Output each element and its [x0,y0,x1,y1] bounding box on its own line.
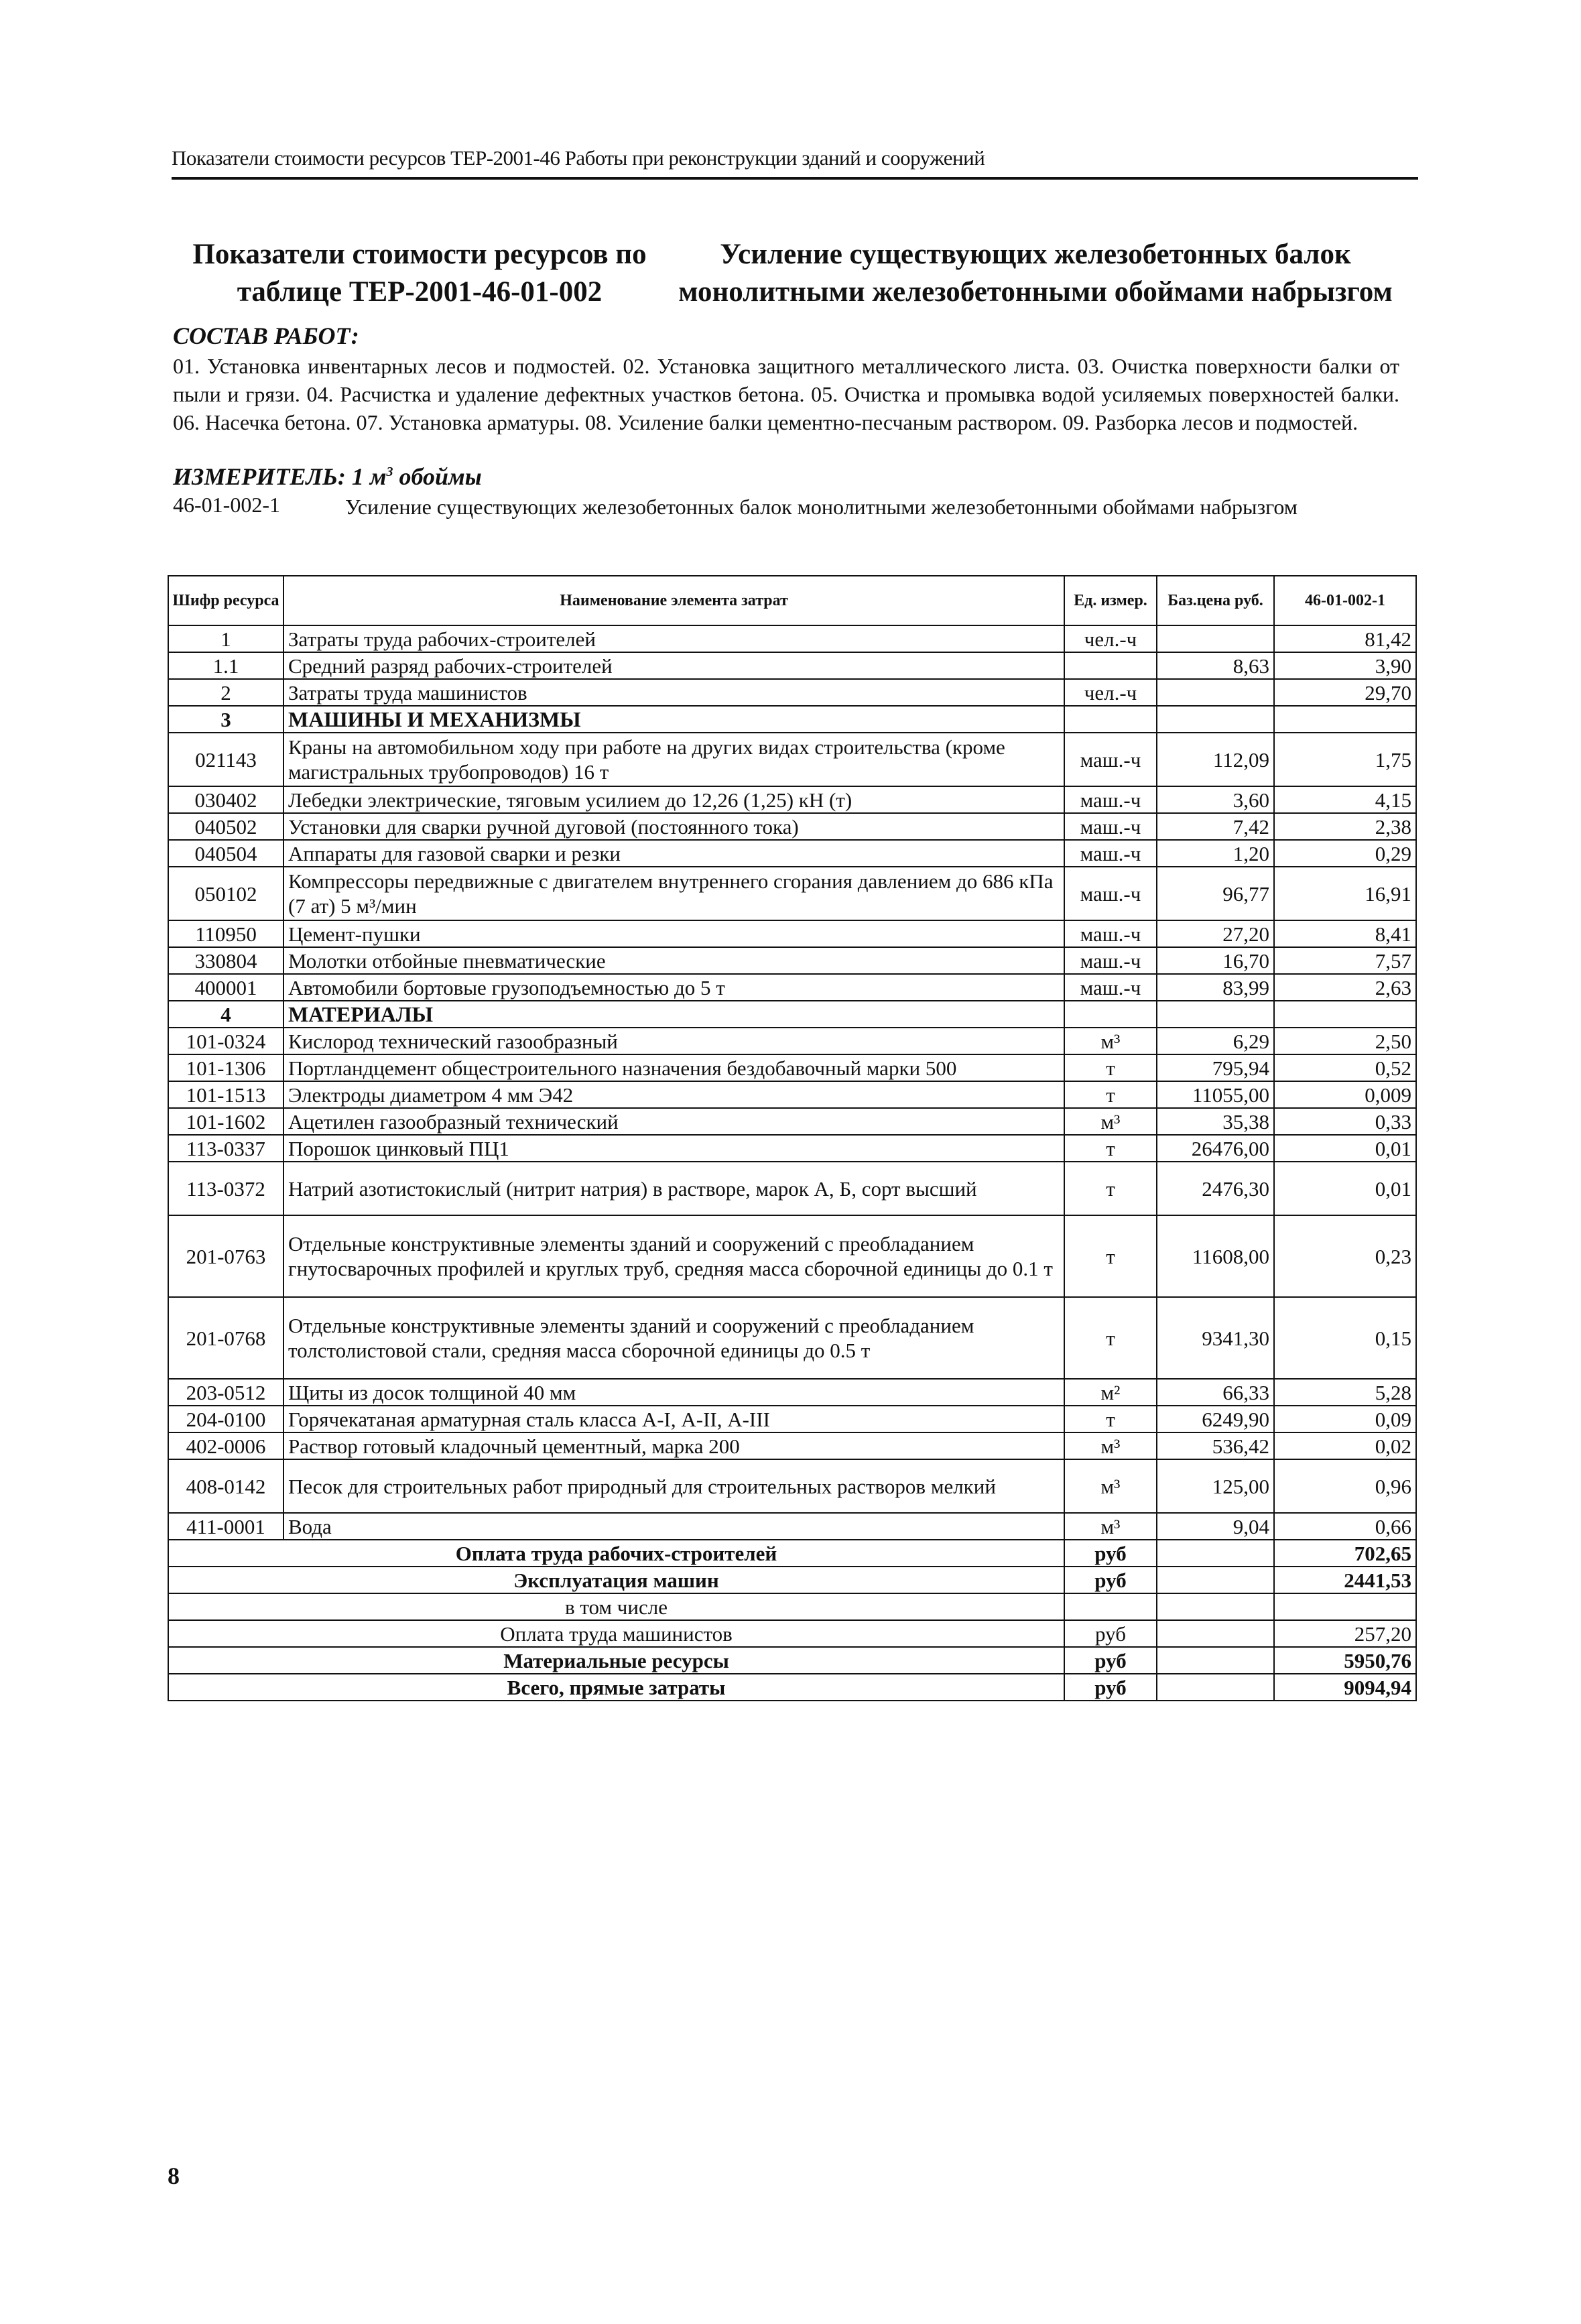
header-name: Наименование элемента затрат [283,576,1064,625]
summary-unit: руб [1064,1674,1157,1701]
table-row [168,920,1416,947]
resource-price: 3,60 [1157,786,1274,813]
resource-name: Установки для сварки ручной дуговой (постоянного тока) [283,813,1064,840]
resource-qty: 0,52 [1274,1054,1416,1081]
resource-qty: 2,38 [1274,813,1416,840]
meter [173,463,482,491]
resource-unit: маш.-ч [1064,920,1157,947]
resource-price: 26476,00 [1157,1135,1274,1162]
table-row [168,733,1416,786]
resource-name: Компрессоры передвижные с двигателем внутреннего сгорания давлением до 686 кПа (7 ат) 5 м³/мин [283,867,1064,920]
table-row [168,1162,1416,1215]
resource-unit: маш.-ч [1064,840,1157,867]
resource-code: 201-0763 [168,1215,283,1297]
resource-code: 040504 [168,840,283,867]
resource-name: Затраты труда рабочих-строителей [283,625,1064,652]
resource-unit: м³ [1064,1028,1157,1054]
resource-code: 101-1602 [168,1108,283,1135]
resource-unit: чел.-ч [1064,625,1157,652]
resource-code: 4 [168,1001,283,1028]
resource-qty: 0,33 [1274,1108,1416,1135]
table-row [168,1379,1416,1406]
resource-name: Краны на автомобильном ходу при работе на других видах строительства (кроме магистральных трубопроводов) 16 т [283,733,1064,786]
resource-name: Песок для строительных работ природный для строительных растворов мелкий [283,1459,1064,1513]
resource-qty: 16,91 [1274,867,1416,920]
summary-price-empty [1157,1593,1274,1620]
summary-unit: руб [1064,1620,1157,1647]
table-row [168,840,1416,867]
resource-name: Электроды диаметром 4 мм Э42 [283,1081,1064,1108]
summary-name: в том числе [168,1593,1064,1620]
summary-unit [1064,1593,1157,1620]
table-body [168,625,1416,1701]
resource-name: Цемент-пушки [283,920,1064,947]
resource-price: 16,70 [1157,947,1274,974]
table-row [168,1297,1416,1379]
table-row [168,1028,1416,1054]
resource-name: Порошок цинковый ПЦ1 [283,1135,1064,1162]
resource-price: 27,20 [1157,920,1274,947]
resource-unit: м³ [1064,1513,1157,1540]
resource-qty: 8,41 [1274,920,1416,947]
resource-name: МАШИНЫ И МЕХАНИЗМЫ [283,706,1064,733]
summary-row [168,1567,1416,1593]
resource-name: Вода [283,1513,1064,1540]
title-right: Усиление существующих железобетонных балок монолитными железобетонными обоймами набрызгом [678,239,1393,308]
resource-code: 203-0512 [168,1379,283,1406]
resource-code: 201-0768 [168,1297,283,1379]
resource-price: 2476,30 [1157,1162,1274,1215]
summary-qty [1274,1593,1416,1620]
resource-name: Раствор готовый кладочный цементный, марка 200 [283,1432,1064,1459]
resource-unit [1064,1001,1157,1028]
resource-unit: т [1064,1054,1157,1081]
table-code: 46-01-002-1 [173,493,280,517]
table-row [168,867,1416,920]
resource-code: 110950 [168,920,283,947]
resource-unit: маш.-ч [1064,813,1157,840]
table-row [168,1406,1416,1432]
resource-price: 536,42 [1157,1432,1274,1459]
resource-unit: маш.-ч [1064,867,1157,920]
resource-unit: т [1064,1135,1157,1162]
resource-qty: 2,50 [1274,1028,1416,1054]
summary-unit: руб [1064,1540,1157,1567]
resource-code: 2 [168,679,283,706]
summary-name: Эксплуатация машин [168,1567,1064,1593]
resource-qty: 2,63 [1274,974,1416,1001]
resource-table [168,575,1417,1701]
resource-unit: т [1064,1297,1157,1379]
summary-row [168,1647,1416,1674]
resource-unit: маш.-ч [1064,786,1157,813]
table-row [168,1135,1416,1162]
resource-price [1157,679,1274,706]
resource-price: 7,42 [1157,813,1274,840]
header-qty: 46-01-002-1 [1274,576,1416,625]
summary-qty: 2441,53 [1274,1567,1416,1593]
summary-row [168,1540,1416,1567]
resource-unit: маш.-ч [1064,733,1157,786]
resource-name: Горячекатаная арматурная сталь класса А-I, А-II, А-III [283,1406,1064,1432]
resource-price: 112,09 [1157,733,1274,786]
resource-qty: 0,96 [1274,1459,1416,1513]
resource-qty [1274,706,1416,733]
resource-price: 125,00 [1157,1459,1274,1513]
resource-name: Портландцемент общестроительного назначения бездобавочный марки 500 [283,1054,1064,1081]
resource-price [1157,706,1274,733]
resource-price: 83,99 [1157,974,1274,1001]
works-label: СОСТАВ РАБОТ: [173,322,359,349]
summary-row [168,1674,1416,1701]
resource-qty: 0,02 [1274,1432,1416,1459]
resource-code: 101-1306 [168,1054,283,1081]
resource-code: 030402 [168,786,283,813]
table-row [168,1432,1416,1459]
header-rule [172,177,1418,180]
summary-row [168,1620,1416,1647]
resource-qty: 5,28 [1274,1379,1416,1406]
resource-code: 3 [168,706,283,733]
resource-name: Натрий азотистокислый (нитрит натрия) в растворе, марок А, Б, сорт высший [283,1162,1064,1215]
table-row [168,1513,1416,1540]
resource-qty: 3,90 [1274,652,1416,679]
table-row [168,813,1416,840]
summary-unit: руб [1064,1647,1157,1674]
resource-unit: т [1064,1406,1157,1432]
summary-row [168,1593,1416,1620]
resource-name: Затраты труда машинистов [283,679,1064,706]
table-row [168,1108,1416,1135]
summary-price-empty [1157,1567,1274,1593]
header-unit: Ед. измер. [1064,576,1157,625]
resource-qty: 7,57 [1274,947,1416,974]
resource-unit: чел.-ч [1064,679,1157,706]
resource-qty: 0,29 [1274,840,1416,867]
resource-code: 1.1 [168,652,283,679]
summary-qty: 9094,94 [1274,1674,1416,1701]
resource-qty [1274,1001,1416,1028]
resource-name: МАТЕРИАЛЫ [283,1001,1064,1028]
resource-unit: м² [1064,1379,1157,1406]
resource-unit: маш.-ч [1064,974,1157,1001]
resource-unit [1064,652,1157,679]
resource-code: 411-0001 [168,1513,283,1540]
running-header: Показатели стоимости ресурсов ТЕР-2001-46 Работы при реконструкции зданий и сооружений [172,146,985,170]
resource-qty: 29,70 [1274,679,1416,706]
summary-price-empty [1157,1647,1274,1674]
resource-qty: 4,15 [1274,786,1416,813]
meter-label: ИЗМЕРИТЕЛЬ: [173,463,346,490]
resource-qty: 0,01 [1274,1135,1416,1162]
resource-price: 96,77 [1157,867,1274,920]
resource-price: 6249,90 [1157,1406,1274,1432]
table-row [168,625,1416,652]
resource-price: 11055,00 [1157,1081,1274,1108]
resource-qty: 0,23 [1274,1215,1416,1297]
header-code: Шифр ресурса [168,576,283,625]
meter-value: 1 м [351,463,387,490]
table-description: Усиление существующих железобетонных балок монолитными железобетонными обоймами набрызгом [345,495,1298,519]
table-row [168,786,1416,813]
resource-code: 408-0142 [168,1459,283,1513]
resource-name: Щиты из досок толщиной 40 мм [283,1379,1064,1406]
resource-code: 402-0006 [168,1432,283,1459]
header-price: Баз.цена руб. [1157,576,1274,625]
table-header-row [168,576,1416,625]
resource-code: 330804 [168,947,283,974]
resource-qty: 0,01 [1274,1162,1416,1215]
table-row [168,974,1416,1001]
resource-name: Средний разряд рабочих-строителей [283,652,1064,679]
resource-qty: 0,09 [1274,1406,1416,1432]
resource-name: Аппараты для газовой сварки и резки [283,840,1064,867]
table-row [168,1081,1416,1108]
resource-code: 113-0372 [168,1162,283,1215]
resource-name: Кислород технический газообразный [283,1028,1064,1054]
resource-price: 6,29 [1157,1028,1274,1054]
resource-qty: 1,75 [1274,733,1416,786]
resource-price: 35,38 [1157,1108,1274,1135]
summary-qty: 257,20 [1274,1620,1416,1647]
resource-code: 113-0337 [168,1135,283,1162]
table-row [168,1054,1416,1081]
resource-price: 11608,00 [1157,1215,1274,1297]
summary-price-empty [1157,1540,1274,1567]
resource-code: 021143 [168,733,283,786]
resource-qty: 81,42 [1274,625,1416,652]
resource-price: 8,63 [1157,652,1274,679]
meter-unit: обоймы [399,463,482,490]
resource-unit: маш.-ч [1064,947,1157,974]
resource-name: Ацетилен газообразный технический [283,1108,1064,1135]
resource-unit: м³ [1064,1459,1157,1513]
resource-price: 795,94 [1157,1054,1274,1081]
resource-name: Автомобили бортовые грузоподъемностью до 5 т [283,974,1064,1001]
resource-price: 1,20 [1157,840,1274,867]
resource-unit: т [1064,1215,1157,1297]
resource-unit: т [1064,1081,1157,1108]
resource-code: 040502 [168,813,283,840]
resource-code: 1 [168,625,283,652]
works-text: 01. Установка инвентарных лесов и подмостей. 02. Установка защитного металлического листа. 03. Очистка поверхности балки от пыли и грязи. 04. Расчистка и удаление дефектных участков бетона. 05. Очистка и промывка водой усиляемых поверхностей балки. 06. Насечка бетона. 07. Установка арматуры. 08. Усиление балки цементно-песчаным раствором. 09. Разборка лесов и подмостей. [173,354,1399,434]
summary-qty: 702,65 [1274,1540,1416,1567]
resource-qty: 0,009 [1274,1081,1416,1108]
section-row [168,1001,1416,1028]
page-number: 8 [168,2162,180,2189]
resource-name: Лебедки электрические, тяговым усилием до 12,26 (1,25) кН (т) [283,786,1064,813]
section-row [168,706,1416,733]
resource-unit: м³ [1064,1108,1157,1135]
resource-price [1157,1001,1274,1028]
table-row [168,1459,1416,1513]
title-left: Показатели стоимости ресурсов по таблице ТЕР-2001-46-01-002 [192,239,647,308]
table-row [168,679,1416,706]
table-row [168,652,1416,679]
resource-name: Отдельные конструктивные элементы зданий и сооружений с преобладанием толстолистовой стали, средняя масса сборочной единицы до 0.5 т [283,1297,1064,1379]
resource-price: 9341,30 [1157,1297,1274,1379]
resource-qty: 0,66 [1274,1513,1416,1540]
resource-unit: т [1064,1162,1157,1215]
summary-name: Оплата труда машинистов [168,1620,1064,1647]
resource-code: 101-0324 [168,1028,283,1054]
resource-price: 9,04 [1157,1513,1274,1540]
summary-unit: руб [1064,1567,1157,1593]
summary-price-empty [1157,1620,1274,1647]
resource-code: 050102 [168,867,283,920]
resource-price [1157,625,1274,652]
summary-name: Материальные ресурсы [168,1647,1064,1674]
resource-unit [1064,706,1157,733]
resource-code: 101-1513 [168,1081,283,1108]
resource-name: Молотки отбойные пневматические [283,947,1064,974]
resource-price: 66,33 [1157,1379,1274,1406]
resource-name: Отдельные конструктивные элементы зданий и сооружений с преобладанием гнутосварочных профилей и круглых труб, средняя масса сборочной единицы до 0.1 т [283,1215,1064,1297]
resource-code: 400001 [168,974,283,1001]
summary-name: Всего, прямые затраты [168,1674,1064,1701]
summary-name: Оплата труда рабочих-строителей [168,1540,1064,1567]
resource-unit: м³ [1064,1432,1157,1459]
resource-code: 204-0100 [168,1406,283,1432]
table-row [168,947,1416,974]
table-row [168,1215,1416,1297]
summary-price-empty [1157,1674,1274,1701]
resource-qty: 0,15 [1274,1297,1416,1379]
meter-sup: 3 [386,465,393,479]
summary-qty: 5950,76 [1274,1647,1416,1674]
